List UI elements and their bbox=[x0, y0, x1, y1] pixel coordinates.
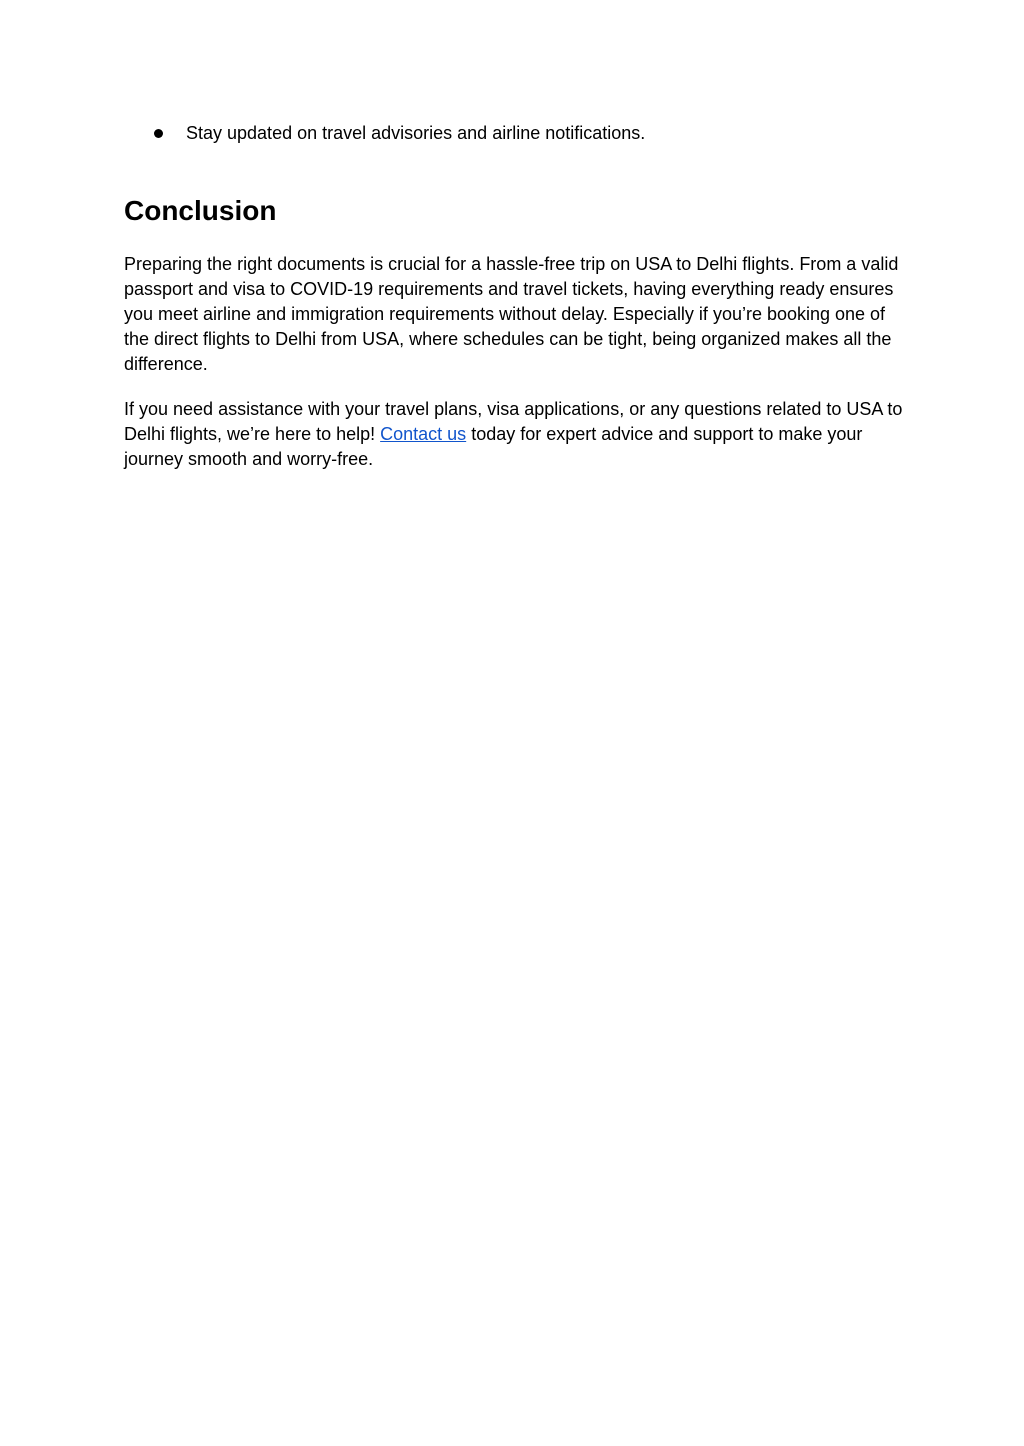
conclusion-paragraph-1: Preparing the right documents is crucial for a hassle-free trip on USA to Delhi flights. From a valid passport and visa to COVID-19 requirements and travel tickets, having everything ready ensures you meet airline and immigration requirements without delay. Especially if you’re booking one of the direct flights to Delhi from USA, where schedules can be tight, being organized makes all the difference. bbox=[124, 254, 899, 374]
list-item-text: Stay updated on travel advisories and airline notifications. bbox=[186, 123, 646, 143]
bullet-icon bbox=[154, 129, 163, 138]
advisory-bullet-list bbox=[124, 121, 904, 146]
conclusion-paragraph-2 bbox=[124, 397, 904, 472]
list-item bbox=[124, 121, 904, 146]
paragraph-text-before-link: If you need assistance with your travel plans, visa applications, or any questions related to USA to Delhi flights, we’re here to help! bbox=[124, 399, 903, 444]
paragraph-text-after-link: today for expert advice and support to make your journey smooth and worry-free. bbox=[124, 424, 863, 469]
contact-us-link[interactable]: Contact us bbox=[380, 424, 467, 444]
section-heading: Conclusion bbox=[124, 195, 277, 226]
